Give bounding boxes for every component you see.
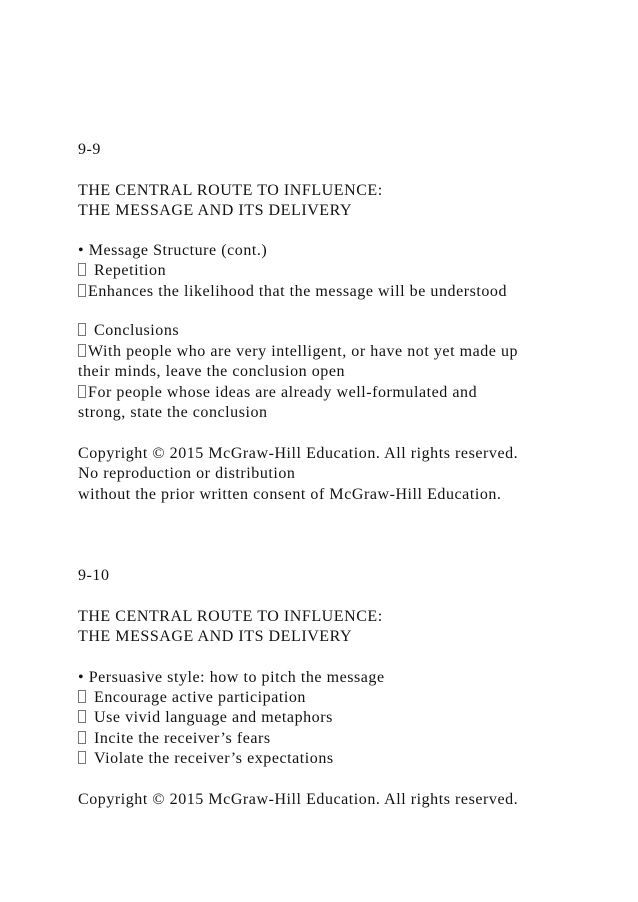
- detail-text-continued: their minds, leave the conclusion open: [78, 363, 346, 380]
- list-item: [78, 749, 334, 769]
- detail-item: [78, 282, 507, 302]
- missing-glyph-icon: [78, 710, 86, 723]
- copyright-line: Copyright © 2015 McGraw-Hill Education. All rights reserved.: [78, 445, 519, 462]
- list-item-text: Use vivid language and metaphors: [94, 709, 333, 726]
- missing-glyph-icon: [78, 385, 86, 398]
- detail-text: With people who are very intelligent, or have not yet made up: [88, 343, 519, 360]
- detail-item: [78, 342, 518, 362]
- copyright-line: No reproduction or distribution: [78, 465, 296, 482]
- list-item: [78, 729, 271, 749]
- list-item-text: Incite the receiver’s fears: [94, 730, 271, 747]
- detail-text: For people whose ideas are already well-formulated and: [88, 384, 478, 401]
- slide-title-line-2: THE MESSAGE AND ITS DELIVERY: [78, 202, 353, 219]
- missing-glyph-icon: [78, 323, 86, 336]
- bullet-heading: • Persuasive style: how to pitch the message: [78, 669, 385, 686]
- list-item-text: Violate the receiver’s expectations: [94, 750, 334, 767]
- slide-title-line-1: THE CENTRAL ROUTE TO INFLUENCE:: [78, 182, 383, 199]
- sub-bullet-item: [78, 321, 179, 341]
- slide-title-line-1: THE CENTRAL ROUTE TO INFLUENCE:: [78, 608, 383, 625]
- list-item: [78, 708, 333, 728]
- bullet-heading: • Message Structure (cont.): [78, 242, 268, 259]
- sub-bullet-item: [78, 261, 166, 281]
- copyright-line: Copyright © 2015 McGraw-Hill Education. All rights reserved.: [78, 791, 519, 808]
- slide-number: 9-9: [78, 141, 101, 158]
- slide-number: 9-10: [78, 567, 110, 584]
- missing-glyph-icon: [78, 344, 86, 357]
- detail-text: Enhances the likelihood that the message will be understood: [88, 283, 508, 300]
- list-item-text: Encourage active participation: [94, 689, 306, 706]
- missing-glyph-icon: [78, 751, 86, 764]
- slide-title-line-2: THE MESSAGE AND ITS DELIVERY: [78, 628, 353, 645]
- missing-glyph-icon: [78, 263, 86, 276]
- missing-glyph-icon: [78, 731, 86, 744]
- detail-item: [78, 383, 477, 403]
- copyright-line: without the prior written consent of McGraw-Hill Education.: [78, 486, 502, 503]
- detail-text-continued: strong, state the conclusion: [78, 404, 268, 421]
- sub-bullet-label: Conclusions: [94, 322, 180, 339]
- missing-glyph-icon: [78, 284, 86, 297]
- sub-bullet-label: Repetition: [94, 262, 167, 279]
- list-item: [78, 688, 306, 708]
- missing-glyph-icon: [78, 690, 86, 703]
